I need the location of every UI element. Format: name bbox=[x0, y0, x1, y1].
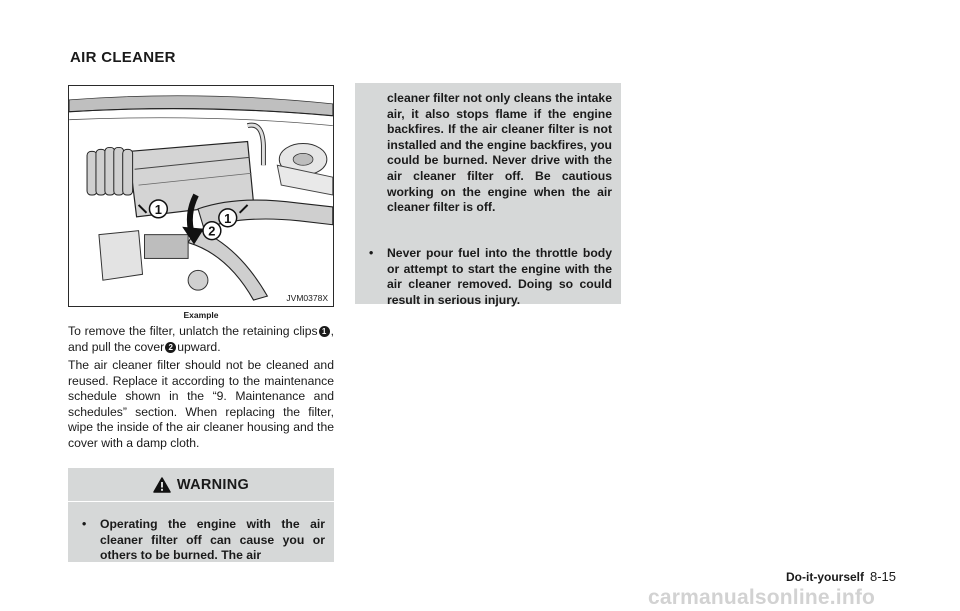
engine-bay-illustration bbox=[69, 86, 333, 306]
warning-body bbox=[68, 501, 334, 562]
callout-1-right: 1 bbox=[224, 210, 232, 226]
figure-code: JVM0378X bbox=[286, 293, 328, 303]
bullet: • bbox=[369, 246, 374, 260]
remove-text-a: To remove the filter, unlatch the retaining clips bbox=[68, 324, 318, 338]
warning-box bbox=[68, 468, 334, 561]
warning-list bbox=[68, 517, 334, 564]
warning-header bbox=[68, 468, 334, 501]
watermark: carmanualsonline.info bbox=[648, 586, 876, 609]
callout-ref-2: 2 bbox=[165, 342, 176, 353]
warning-triangle-icon bbox=[153, 477, 171, 493]
figure-caption: Example bbox=[183, 310, 219, 320]
callout-2: 2 bbox=[208, 223, 216, 239]
bullet: • bbox=[82, 517, 87, 531]
warning-item-1-text: Operating the engine with the air cleaner filter off can cause you or others to be burned. The air bbox=[100, 517, 325, 563]
warning-item-1 bbox=[68, 517, 334, 564]
warning-item-2-text: Never pour fuel into the throttle body or attempt to start the engine with the air cleaner removed. Doing so could result in serious injury. bbox=[387, 246, 612, 307]
footer-section: Do-it-yourself bbox=[786, 570, 864, 584]
warning-title: WARNING bbox=[176, 476, 250, 493]
remove-text-b: , and pull the cover bbox=[68, 324, 334, 354]
remove-filter-paragraph bbox=[68, 324, 334, 355]
warning-item-2 bbox=[355, 246, 621, 308]
page-footer bbox=[786, 569, 896, 584]
warning-list-continued bbox=[355, 246, 621, 308]
callout-ref-1: 1 bbox=[319, 326, 330, 337]
page-number: 8-15 bbox=[870, 569, 897, 584]
page-title: AIR CLEANER bbox=[70, 49, 176, 66]
callout-1-left: 1 bbox=[154, 201, 162, 217]
filter-note-paragraph: The air cleaner filter should not be cleaned and reused. Replace it according to the maintenance schedule shown in the “9. Maintenance and schedules” section. When replacing the filter, wipe the inside of the air cleaner housing and the cover with a damp cloth. bbox=[68, 358, 334, 450]
warning-continuation-box bbox=[355, 83, 621, 307]
warning-item-1-continued: cleaner filter not only cleans the intake air, it also stops flame if the engine backfires. If the air cleaner filter is not installed and the engine backfires, you could be burned. Never drive with the air cleaner filter off. Be cautious working on the engine when the air cleaner filter is off. bbox=[387, 91, 612, 215]
air-cleaner-figure bbox=[68, 85, 334, 307]
remove-text-c: upward. bbox=[177, 339, 221, 354]
